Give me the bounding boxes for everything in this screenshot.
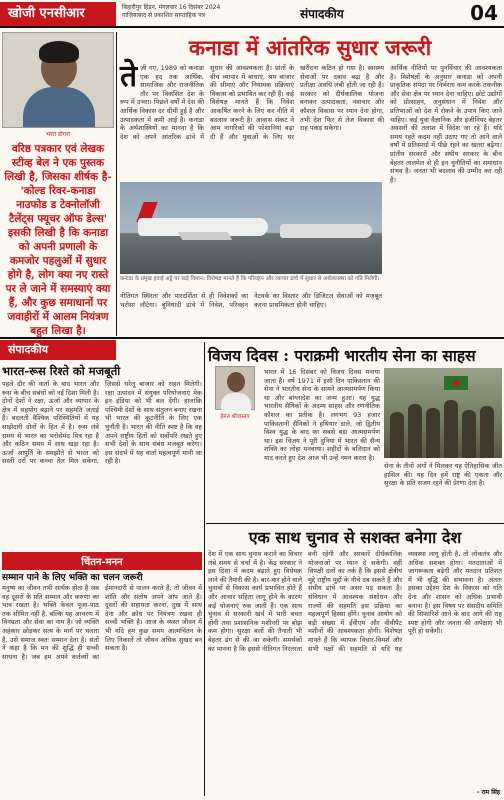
columnist-intro: वरिष्ठ पत्रकार एवं लेखक स्टीव्ह बेल ने एक पुस्तक लिखी है, जिसका शीर्षक है- 'कोल्ड रिवर-कनाडा नाउफोड ड टेक्नोलॉजी टैलेंट्स फ्यूचर ऑफ डेल्स' इसकी लिखी है कि कनाडा को अपनी प्रणाली के कमजोर पहलुओं में सुधार होगे है, लोग क्या नए रास्ते पर ले जाने में समस्याएं क्या हैं, और कुछ समाधानों पर जवाहीरों में आलम नियंत्रण बहुत लिखा है। bbox=[4, 143, 112, 337]
page-number: 04 bbox=[470, 1, 498, 25]
lead-photo-caption: कनाडा के प्रमुख हवाई अड्डे पर खड़े विमान। विशेषज्ञ मानते हैं कि परिवहन और व्यापार ढांचे में सुधार से अर्थव्यवस्था को गति मिलेगी। bbox=[120, 276, 380, 282]
columnist-box bbox=[2, 32, 114, 337]
lead-body-text: ज़ी गए, 1989 को कनाडा एक हद तक आर्थिक, सामाजिक और राजनीतिक तौर पर विकसित देश के रूप में उभरा। पिछले वर्षों में देश की आर्थिक विकास दर धीमी हुई है और उत्पादकता में कमी आई है। कनाडा के अर्थशास्त्रियों का मानना है कि देश को अपने आंतरिक ढांचे में सुधार की आवश्यकता है। प्रांतों के बीच व्यापार में बाधाएं, श्रम बाजार की सीमाएं और नियामक प्रक्रियाएं विकास को प्रभावित कर रही हैं। कई विशेषज्ञ मानते हैं कि निवेश आकर्षित करने के लिए कर नीति में बदलाव जरूरी है। आवास संकट ने आम नागरिकों की परेशानियां बढ़ा दी हैं और युवाओं के लिए घर खरीदना कठिन हो गया है। स्वास्थ्य सेवाओं पर दबाव बढ़ा है और प्रतीक्षा अवधि लंबी होती जा रही है। सरकार को दीर्घकालिक योजना बनाकर उत्पादकता, नवाचार और कौशल विकास पर ध्यान देना होगा, तभी देश फिर से तेज विकास की राह पकड़ सकेगा। bbox=[120, 64, 384, 141]
column-divider bbox=[116, 32, 117, 336]
lead-headline: कनाडा में आंतरिक सुधार जरूरी bbox=[188, 35, 432, 60]
vijay-diwas-body-right: सेना के तीनों अंगों ने मिलकर यह ऐतिहासिक जीत हासिल की। यह दिन हमें राष्ट्र की एकता और सुरक्षा के प्रति सजग रहने की प्रेरणा देता है। bbox=[384, 462, 502, 488]
vijay-diwas-headline: विजय दिवस : पराक्रमी भारतीय सेना का साहस bbox=[208, 346, 476, 365]
editorial-band: संपादकीय bbox=[0, 340, 116, 360]
column-divider bbox=[204, 342, 205, 796]
columnist-photo bbox=[2, 32, 114, 128]
election-body: देश में एक साथ चुनाव कराने का विचार लंबे समय से चर्चा में है। केंद्र सरकार ने इस दिशा में कदम बढ़ाते हुए विधेयक लाने की तैयारी की है। बार-बार होने वाले चुनावों से विकास कार्य प्रभावित होते हैं और आचार संहिता लागू होने के कारण कई योजनाएं रुक जाती हैं। एक साथ चुनाव से सरकारी खर्च में भारी बचत होगी तथा प्रशासनिक मशीनरी पर बोझ कम होगा। सुरक्षा बलों की तैनाती भी बेहतर ढंग से की जा सकेगी। समर्थकों का मानना है कि इससे नीतिगत निरंतरता बनी रहेगी और सरकारें दीर्घकालिक योजनाओं पर ध्यान दे सकेंगी। वहीं विपक्षी दलों का तर्क है कि इससे क्षेत्रीय मुद्दे राष्ट्रीय मुद्दों के नीचे दब सकते हैं और संघीय ढांचे पर असर पड़ सकता है। संविधान में आवश्यक संशोधन और राज्यों की सहमति इस प्रक्रिया का महत्वपूर्ण हिस्सा होंगे। चुनाव आयोग को बड़ी संख्या में ईवीएम और वीवीपैट मशीनों की आवश्यकता होगी। विशेषज्ञ मानते हैं कि व्यापक विचार-विमर्श और सभी पक्षों की सहमति से यदि यह व्यवस्था लागू होती है, तो लोकतंत्र और अधिक सशक्त होगा। मतदाताओं में जागरूकता बढ़ेगी और मतदान प्रतिशत में भी वृद्धि की संभावना है। अंततः इसका उद्देश्य देश के विकास को गति देना और शासन को अधिक प्रभावी बनाना है। इस विषय पर संसदीय समिति की सिफारिशें आने के बाद आगे की राह स्पष्ट होगी और जनता की अपेक्षाएं भी पूरी हो सकेंगी। bbox=[208, 550, 502, 653]
editorial-body: पहले दौर की वार्ता के बाद भारत और रूस के बीच संबंधों को नई दिशा मिली है। दोनों देशों ने रक्षा, ऊर्जा और व्यापार के क्षेत्र में सहयोग बढ़ाने पर सहमति जताई है। बदलती वैश्विक परिस्थितियों में यह साझेदारी दोनों के हित में है। रूस लंबे समय से भारत का भरोसेमंद मित्र रहा है और कठिन समय में साथ खड़ा रहा है। ऊर्जा आपूर्ति के समझौते से भारत को सस्ती दरों पर कच्चा तेल मिल सकेगा, जिससे घरेलू बाजार को राहत मिलेगी। रक्षा उत्पादन में संयुक्त परियोजनाएं मेक इन इंडिया को भी बल देंगी। हालांकि पश्चिमी देशों के साथ संतुलन बनाए रखना भी भारत की कूटनीति के लिए एक चुनौती है। भारत की नीति स्पष्ट है कि वह अपने राष्ट्रीय हितों को सर्वोपरि रखते हुए सभी देशों के साथ संबंध मजबूत करेगा। इस संदर्भ में यह वार्ता महत्वपूर्ण मानी जा रही है। bbox=[2, 380, 202, 466]
lead-body-right: आर्थिक नीतियों पर पुनर्विचार की आवश्यकता है। विशेषज्ञों के अनुसार कनाडा को अपनी प्राकृतिक संपदा पर निर्भरता कम करके तकनीक और सेवा क्षेत्र पर ध्यान देना चाहिए। छोटे उद्योगों को प्रोत्साहन, अनुसंधान में निवेश और प्रतिभाओं को देश में रोकने के उपाय किए जाने चाहिए। कई युवा वैज्ञानिक और इंजीनियर बेहतर अवसरों की तलाश में विदेश जा रहे हैं। यदि समय रहते कदम नहीं उठाए गए तो आने वाले वर्षों में प्रतिस्पर्धा में पीछे रहने का खतरा बढ़ेगा। प्रांतीय सरकारों और संघीय सरकार के बीच बेहतर तालमेल से ही इन चुनौतियों का समाधान संभव है। जनता भी बदलाव की उम्मीद कर रही है। bbox=[390, 64, 502, 184]
author-name: हेमंत श्रीवास्तव bbox=[220, 414, 250, 420]
chintan-body: मनुष्य का जीवन तभी सार्थक होता है जब वह दूसरों के प्रति सम्मान और करुणा का भाव रखता है। भक्ति केवल पूजा-पाठ तक सीमित नहीं है, बल्कि यह आचरण में विनम्रता और सेवा का नाम है। जो व्यक्ति अहंकार छोड़कर सत्य के मार्ग पर चलता है, उसे समाज स्वतः सम्मान देता है। संतों ने कहा है कि मन की शुद्धि ही सच्ची साधना है। जब हम अपने कर्तव्यों का ईमानदारी से पालन करते हैं, तो जीवन में शांति और संतोष अपने आप आते हैं। दूसरों की सहायता करना, दुख में साथ देना और क्रोध पर नियंत्रण रखना ही सच्ची भक्ति है। आज के व्यस्त जीवन में भी यदि हम कुछ समय आत्मचिंतन के लिए निकालें तो जीवन अधिक सुखद बन सकता है। bbox=[2, 584, 202, 661]
election-signoff: - राम सिंह bbox=[476, 789, 500, 796]
vijay-diwas-photo bbox=[384, 368, 502, 458]
editorial-headline: भारत-रूस रिश्ते को मजबूती bbox=[2, 364, 121, 378]
section-title: संपादकीय bbox=[300, 7, 344, 21]
chintan-band: चिंतन-मनन bbox=[2, 552, 202, 570]
author-photo bbox=[215, 366, 255, 410]
brand-logo: खोजी एनसीआर bbox=[0, 2, 116, 26]
section-divider bbox=[0, 337, 504, 339]
lead-body-bottom: नीतिगत स्थिरता और पारदर्शिता से ही निवेशकों का भरोसा लौटेगा। बुनियादी ढांचे में निवेश, परिवहन नेटवर्क का विस्तार और डिजिटल सेवाओं को मजबूत करना प्राथमिकता होनी चाहिए। bbox=[120, 292, 382, 309]
lead-photo bbox=[120, 182, 382, 274]
story-divider bbox=[206, 523, 504, 524]
lead-dropcap: ते bbox=[120, 59, 138, 94]
masthead bbox=[0, 0, 504, 28]
columnist-name: भरत डोगरा bbox=[45, 131, 71, 138]
issue-date: बिहारीपुर हिंडन, मंगलवार 16 दिसंबर 2024 bbox=[122, 4, 221, 11]
chintan-headline: सम्मान पाने के लिए भक्ति का चलन जरूरी bbox=[2, 573, 143, 583]
issue-tagline: ग़ाज़ियाबाद से प्रकाशित साप्ताहिक पत्र bbox=[122, 12, 205, 19]
vijay-diwas-author bbox=[208, 366, 262, 420]
issue-meta bbox=[122, 4, 272, 20]
vijay-diwas-body: भारत में 16 दिसंबर को विजय दिवस मनाया जाता है। वर्ष 1971 में इसी दिन पाकिस्तान की सेना ने भारतीय सेना के सामने आत्मसमर्पण किया था और बांग्लादेश का जन्म हुआ। यह युद्ध भारतीय सैनिकों के अदम्य साहस और रणनीतिक कौशल का प्रतीक है। लगभग 93 हजार पाकिस्तानी सैनिकों ने हथियार डाले, जो द्वितीय विश्व युद्ध के बाद का सबसे बड़ा आत्मसमर्पण था। इस विजय ने पूरी दुनिया में भारत की सैन्य शक्ति का लोहा मनवाया। शहीदों के बलिदान को याद करते हुए देश आज भी उन्हें नमन करता है। bbox=[264, 368, 380, 462]
lead-body bbox=[120, 59, 384, 176]
election-headline: एक साथ चुनाव से सशक्त बनेगा देश bbox=[248, 528, 462, 547]
